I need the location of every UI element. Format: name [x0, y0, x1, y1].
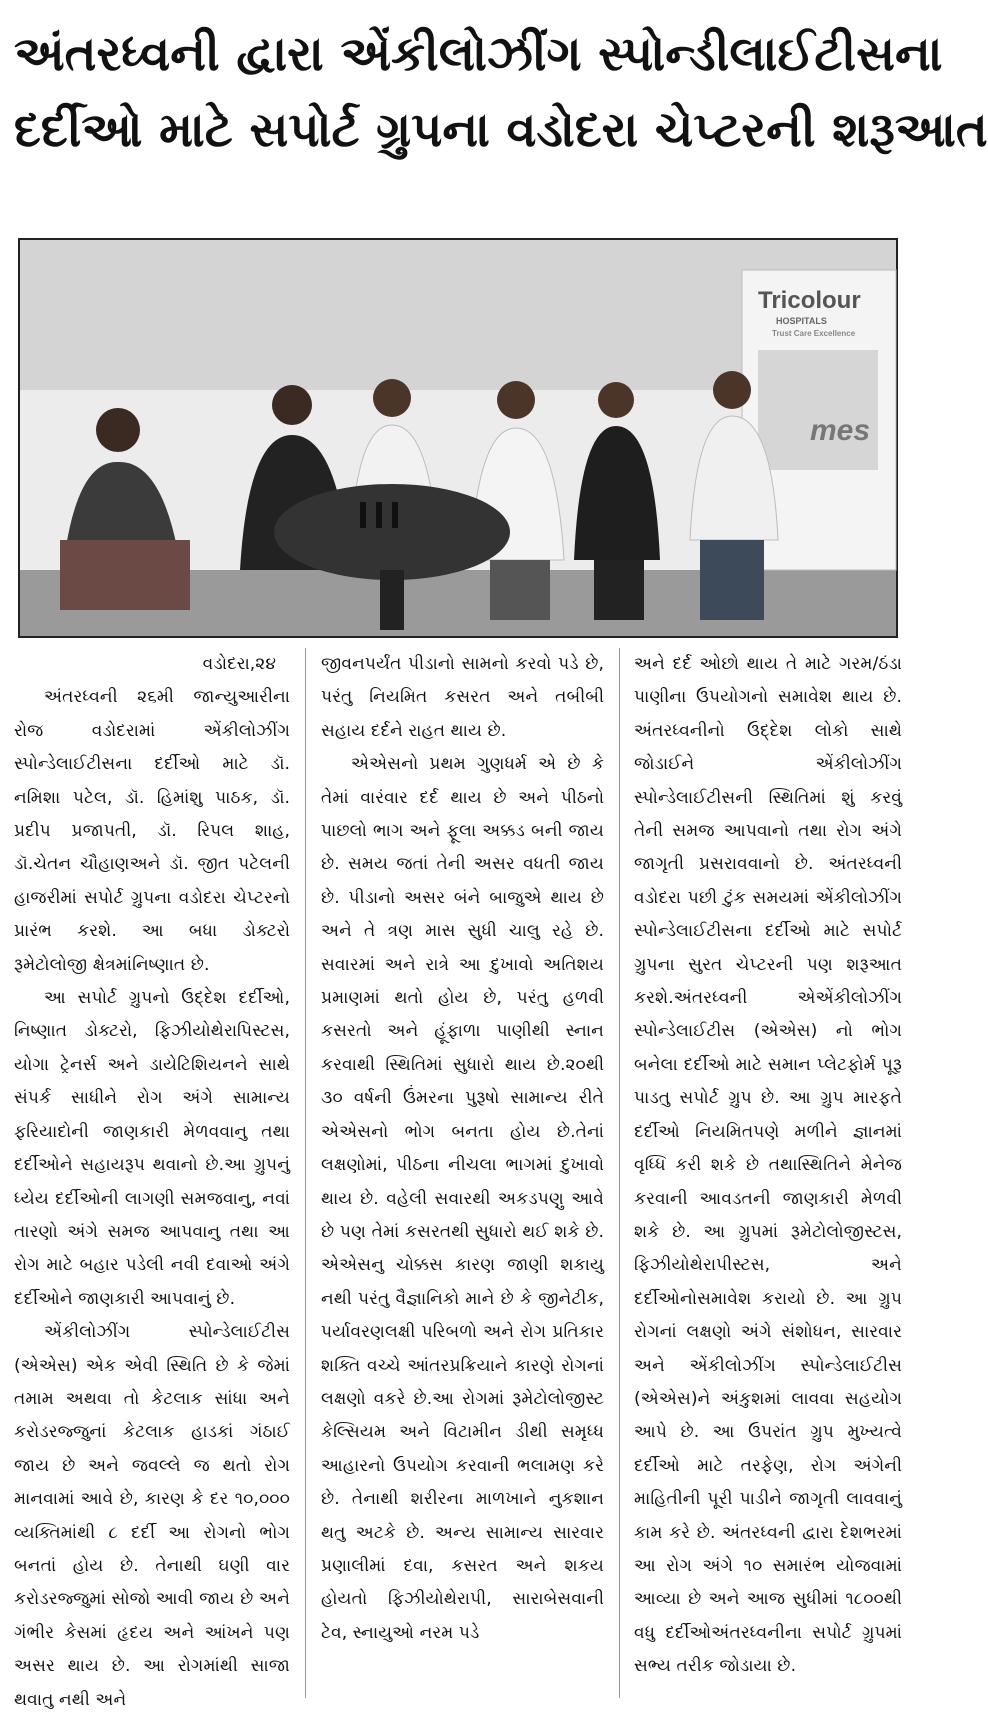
article-body: [14, 648, 902, 1710]
headline-line-1: અંતરધ્વની દ્વારા એંકીલોઝીંગ સ્પોન્ડીલાઈટીસના: [14, 26, 943, 82]
paragraph: અંતરધ્વની ૨૬મી જાન્યુઆરીના રોજ વડોદરામાં એંકીલોઝીંગ સ્પોન્ડેલાઈટીસના દર્દીઓ માટે ડૉ. નમિશા પટેલ, ડૉ. હિમાંશુ પાઠક, ડૉ. પ્રદીપ પ્રજાપતી, ડૉ. રિપલ શાહ, ડૉ.ચેતન ચૌહાણઅને ડૉ. જીત પટેલની હાજરીમાં સપોર્ટ ગ્રુપના વડોદરા ચેપ્ટરનો પ્રારંભ કરશે. આ બધા ડોક્ટરો રૂમેટોલોજી ક્ષેત્રમાંનિષ્ણાત છે.: [14, 687, 290, 975]
paragraph: એએસનો પ્રથમ ગુણધર્મ એ છે કે તેમાં વારંવાર દર્દ થાય છે અને પીઠનો પાછલો ભાગ અને ફૂલા અક્કડ બની જાય છે. સમય જતાં તેની અસર વધતી જાય છે. પીડાનો અસર બંને બાજુએ થાય છે અને તે ત્રણ માસ સુધી ચાલુ રહે છે. સવારમાં અને રાત્રે આ દુખાવો અતિશય પ્રમાણમાં થતો હોય છે, પરંતુ હળવી કસરતો અને હૂંફાળા પાણીથી સ્નાન કરવાથી સ્થિતિમાં સુધારો થાય છે.૨૦થી ૩૦ વર્ષની ઉંમરના પુરૂષો સામાન્ય રીતે એએસનો ભોગ બનતા હોય છે.તેનાં લક્ષણોમાં, પીઠના નીચલા ભાગમાં દુખાવો થાય છે. વહેલી સવારથી અકડપણુ આવે છે પણ તેમાં કસરતથી સુધારો થઈ શકે છે. એએસનુ ચોક્કસ કારણ જાણી શકાયુ નથી પરંતુ વૈજ્ઞાનિકો માને છે કે જીનેટીક, પર્યાવરણલક્ષી પરિબળો અને રોગ પ્રતિકાર શક્તિ વચ્ચે આંતરપ્રક્રિયાને કારણે રોગનાં લક્ષણો વકરે છે.આ રોગમાં રૂમેટોલોજીસ્ટ કેલ્સિયમ અને વિટામીન ડીથી સમૃધ્ધ આહારનો ઉપયોગ કરવાની ભલામણ કરે છે. તેનાથી શરીરના માળખાને નુકશાન થતુ અટકે છે. અન્ય સામાન્ય સારવાર પ્રણાલીમાં દવા, કસરત અને શકય હોયતો ફિઝીયોથેરાપી, સારાબેસવાની ટેવ, સ્નાયુઓ નરમ પડે: [321, 754, 604, 1643]
headline-line-2: દર્દીઓ માટે સપોર્ટ ગ્રુપના વડોદરા ચેપ્ટરની શરૂઆત: [14, 102, 988, 158]
banner-sub: HOSPITALS: [776, 316, 827, 326]
paragraph: અને દર્દ ઓછો થાય તે માટે ગરમ/ઠંડા પાણીના ઉપયોગનો સમાવેશ થાય છે. અંતરધ્વનીનો ઉદ્દેશ લોકો સાથે જોડાઈને એંકીલોઝીંગ સ્પોન્ડેલાઈટીસની સ્થિતિમાં શું કરવું તેની સમજ આપવાનો તથા રોગ અંગે જાગૃતી પ્રસરાવવાનો છે. અંતરધ્વની વડોદરા પછી ટુંક સમયમાં એંકીલોઝીંગ સ્પોન્ડેલાઈટીસના દર્દીઓ માટે સપોર્ટ ગ્રુપના સુરત ચેપ્ટરની પણ શરૂઆત કરશે.અંતરધ્વની એએંકીલોઝીંગ સ્પોન્ડેલાઈટીસ (એએસ) નો ભોગ બનેલા દર્દીઓ માટે સમાન પ્લેટફોર્મ પૂરૂ પાડતુ સપોર્ટ ગ્રુપ છે. આ ગ્રુપ મારફતે દર્દીઓ નિયમિતપણે મળીને જ્ઞાનમાં વૃધ્ધિ કરી શકે છે તથાસ્થિતિને મેનેજ કરવાની આવડતની જાણકારી મેળવી શકે છે. આ ગ્રુપમાં રૂમેટોલોજીસ્ટસ, ફિઝીયોથેરાપીસ્ટસ, અને દર્દીઓનોસમાવેશ કરાયો છે. આ ગ્રુપ રોગનાં લક્ષણો અંગે સંશોધન, સારવાર અને એંકીલોઝીંગ સ્પોન્ડેલાઈટીસ (એએસ)ને અંકુશમાં લાવવા સહયોગ આપે છે. આ ઉપરાંત ગ્રુપ મુખ્યત્વે દર્દીઓ માટે તરફેણ, રોગ અંગેની માહિતીની પૂરી પાડીને જાગૃતી લાવવાનું કામ કરે છે. અંતરધ્વની દ્વારા દેશભરમાં આ રોગ અંગે ૧૦ સમારંભ યોજવામાં આવ્યા છે અને આજ સુધીમાં ૧૮૦૦થી વધુ દર્દીઓઅંતરધ્વનીના સપોર્ટ ગ્રુપમાં સભ્ય તરીક જોડાયા છે.: [634, 654, 902, 1677]
paragraph: એંકીલોઝીંગ સ્પોન્ડેલાઈટીસ (એએસ) એક એવી સ્થિતિ છે કે જેમાં તમામ અથવા તો કેટલાક સાંધા અને કરોડરજ્જુનાં કેટલાક હાડકાં ગંઠાઈ જાય છે અને જવલ્લે જ થતો રોગ માનવામાં આવે છે, કારણ કે દર ૧૦,૦૦૦ વ્યક્તિમાંથી ૮ દર્દી આ રોગનો ભોગ બનતાં હોય છે. તેનાથી ઘણી વાર કરોડરજ્જુમાં સોજો આવી જાય છે અને ગંભીર કેસમાં હૃદય અને આંખને પણ અસર થાય છે. આ રોગમાંથી સાજા થવાતુ નથી અને: [14, 1322, 290, 1710]
banner-brand: Tricolour: [758, 287, 861, 314]
press-conference-photo: [18, 238, 898, 638]
microphone-icon: [392, 502, 398, 528]
photo-illustration: [20, 240, 896, 636]
paragraph: જીવનપર્યંત પીડાનો સામનો કરવો પડે છે, પરંતુ નિયમિત કસરત અને તબીબી સહાય દર્દને રાહત થાય છે.: [321, 654, 604, 741]
column-divider: [305, 648, 306, 1698]
headline: [14, 16, 988, 168]
paragraph: આ સપોર્ટ ગ્રુપનો ઉદ્દેશ દર્દીઓ, નિષ્ણાત ડોક્ટરો, ફિઝીયોથેરાપિસ્ટસ, યોગા ટ્રેનર્સ અને ડાયેટિશિયનને સાથે સંપર્ક સાધીને રોગ અંગે સામાન્ય ફરિયાદોની જાણકારી મેળવવાનુ તથા દર્દીઓને સહાયરૂપ થવાનો છે.આ ગ્રુપનું ધ્યેય દર્દીઓની લાગણી સમજવાનુ, નવાં તારણો અંગે સમજ આપવાનુ તથા આ રોગ માટે બહાર પડેલી નવી દવાઓ અંગે દર્દીઓને જાણકારી આપવાનું છે.: [14, 988, 290, 1309]
dateline: વડોદરા,૨૪: [202, 654, 276, 674]
microphone-icon: [376, 502, 382, 528]
banner-tagline: Trust Care Excellence: [772, 329, 856, 338]
article-column-2: [321, 648, 604, 1698]
banner-partial: mes: [810, 414, 871, 447]
article-column-3: [634, 648, 902, 1698]
microphone-icon: [360, 502, 366, 528]
article-column-1: [14, 648, 290, 1710]
banner-building: [758, 350, 878, 470]
column-divider: [619, 648, 620, 1698]
